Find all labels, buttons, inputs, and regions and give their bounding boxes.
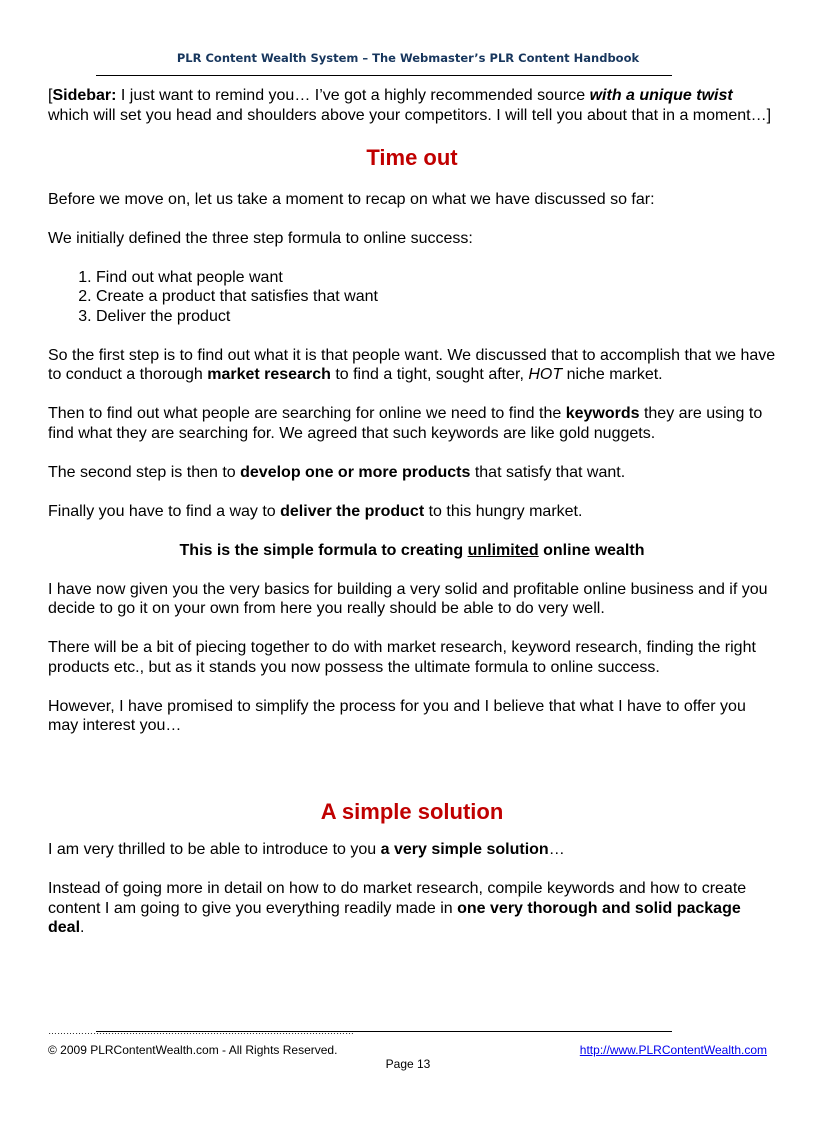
formula-statement: This is the simple formula to creating unlimited online wealth bbox=[179, 541, 645, 559]
sidebar-label: Sidebar: bbox=[52, 87, 117, 104]
footer-copyright: © 2009 PLRContentWealth.com - All Rights Reserved. bbox=[48, 1043, 338, 1057]
sidebar-emphasis: with a unique twist bbox=[589, 87, 733, 104]
header-title: PLR Content Wealth System – The Webmaster’s PLR Content Handbook bbox=[176, 51, 640, 65]
paragraph: However, I have promised to simplify the process for you and I believe that what I have to offer you may interest you… bbox=[48, 697, 746, 734]
paragraph: I am very thrilled to be able to introduce to you a very simple solution… bbox=[48, 841, 565, 858]
paragraph: Finally you have to find a way to deliver the product to this hungry market. bbox=[48, 502, 583, 520]
paragraph: Instead of going more in detail on how to do market research, compile keywords and how to create content I am going to give you everything readily made in one very thorough and solid package deal. bbox=[48, 880, 747, 936]
list-item: 2. Create a product that satisfies that want bbox=[96, 287, 776, 307]
paragraph: I have now given you the very basics for building a very solid and profitable online business and if you decide to go it on your own from here you really should be able to do very well. bbox=[48, 580, 768, 617]
paragraph: There will be a bit of piecing together to do with market research, keyword research, finding the right products etc., but as it stands you now possess the ultimate formula to online success. bbox=[48, 639, 756, 676]
paragraph: So the first step is to find out what it is that people want. We discussed that to accomplish that we have to conduct a thorough market research to find a tight, sought after, HOT niche market. bbox=[48, 346, 776, 383]
header-rule bbox=[96, 75, 672, 76]
list-item: 3. Deliver the product bbox=[96, 307, 776, 327]
footer-rule bbox=[96, 1031, 672, 1032]
paragraph: Then to find out what people are searching for online we need to find the keywords they are using to find what they are searching for. We agreed that such keywords are like gold nuggets. bbox=[48, 405, 763, 442]
page-number: Page 13 bbox=[385, 1057, 431, 1071]
heading-time-out: Time out bbox=[366, 144, 458, 170]
heading-simple-solution: A simple solution bbox=[320, 799, 504, 824]
paragraph: The second step is then to develop one or more products that satisfy that want. bbox=[48, 463, 626, 481]
footer-dots: ………………………………………………………………………………………… bbox=[48, 1027, 354, 1035]
paragraph: Before we move on, let us take a moment to recap on what we have discussed so far: bbox=[48, 190, 655, 208]
page-content bbox=[48, 86, 776, 957]
paragraph: We initially defined the three step formula to online success: bbox=[48, 229, 473, 247]
formula-list bbox=[48, 268, 776, 327]
list-item: 1. Find out what people want bbox=[96, 268, 776, 288]
sidebar-note: [Sidebar: I just want to remind you… I’ve got a highly recommended source with a unique twist which will set you head and shoulders above your competitors. I will tell you about that in a moment…] bbox=[48, 87, 772, 124]
footer-url-link[interactable]: http://www.PLRContentWealth.com bbox=[579, 1043, 767, 1057]
